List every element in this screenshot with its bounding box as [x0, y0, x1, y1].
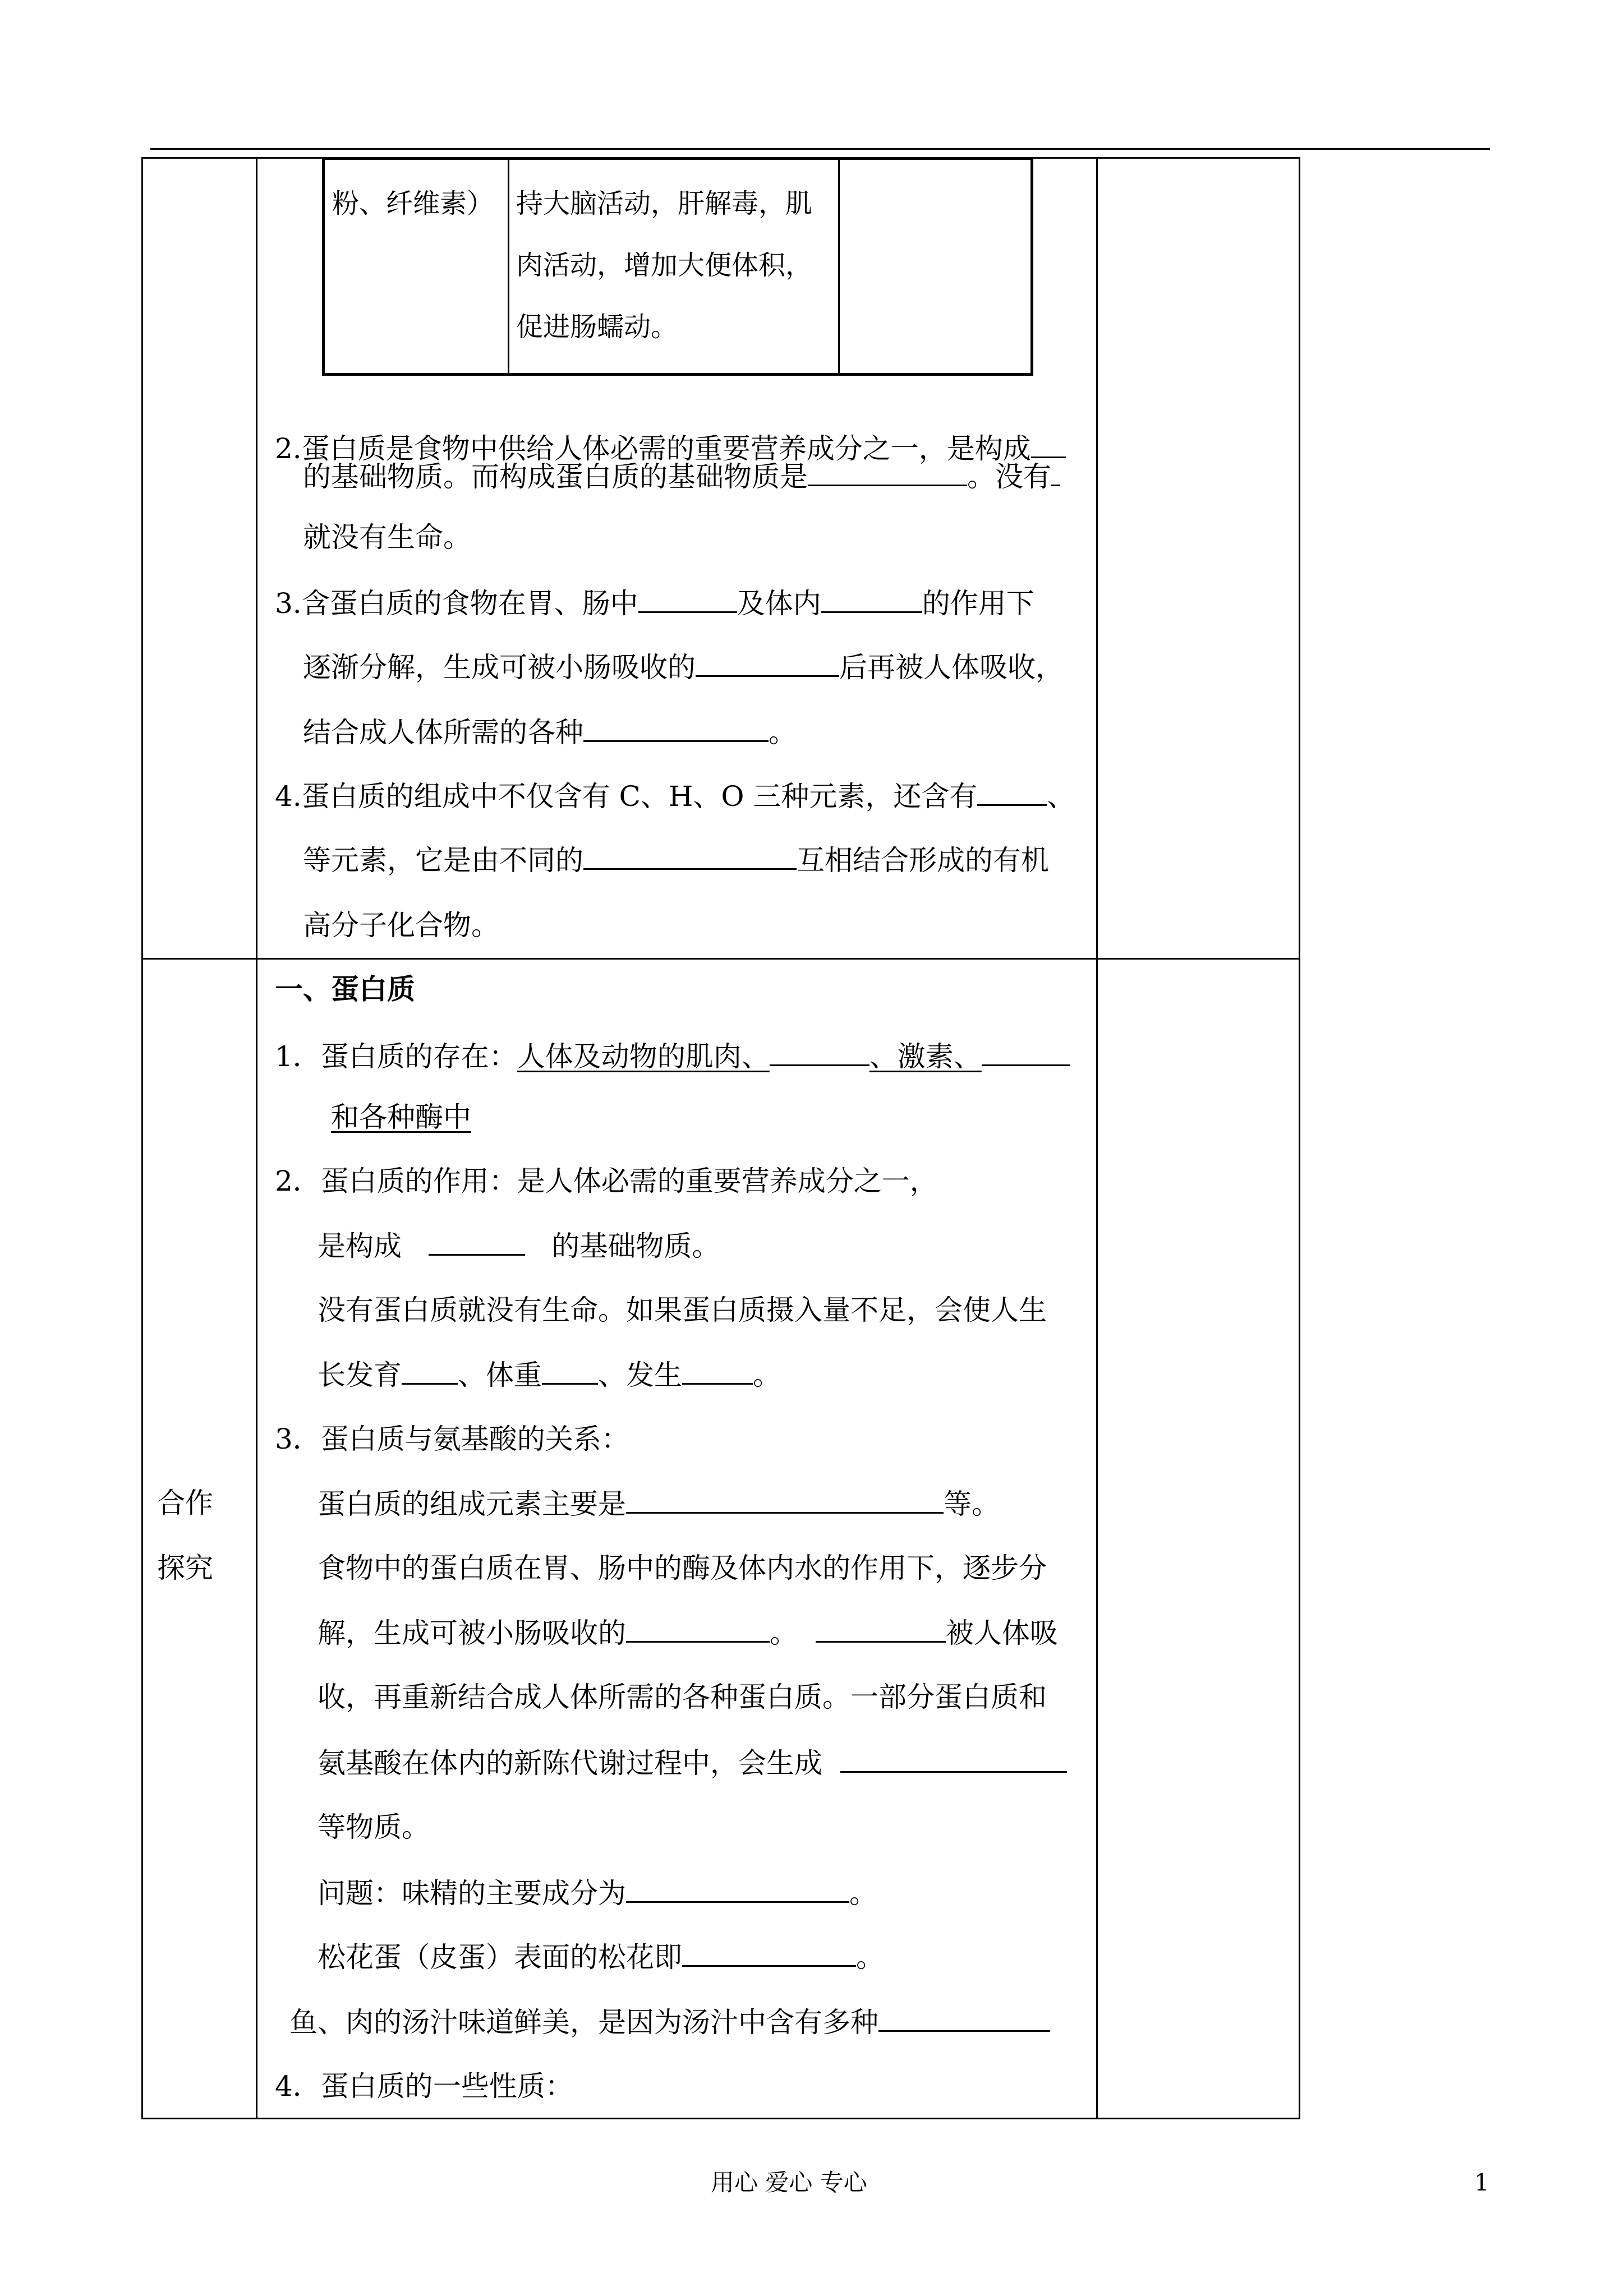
nested-cell-text: 粉、纤维素） — [332, 188, 494, 219]
fill-blank — [1051, 459, 1060, 486]
fill-blank — [638, 585, 737, 613]
preview-q4-line1: 4.蛋白质的组成中不仅含有 C、H、O 三种元素，还含有 、 — [275, 778, 1075, 813]
section-label-line1: 合作 — [157, 1487, 213, 1519]
fill-blank — [626, 1875, 849, 1903]
explore-p3-line2: 蛋白质的组成元素主要是 等。 — [318, 1486, 1000, 1521]
explore-p1-line2: 和各种酶中 — [331, 1101, 471, 1133]
question-line3: 鱼、肉的汤汁味道鲜美，是因为汤汁中含有多种 — [289, 2004, 1050, 2039]
nested-cell-text: 促进肠蠕动。 — [516, 311, 678, 343]
fill-blank — [977, 778, 1047, 806]
explore-p3-line6: 氨基酸在体内的新陈代谢过程中，会生成 — [318, 1745, 1067, 1780]
section-heading: 一、蛋白质 — [275, 972, 415, 1006]
section-label-line2: 探究 — [157, 1552, 213, 1584]
explore-p2-line4: 长发育 、体重 、发生 。 — [318, 1357, 781, 1392]
fill-blank — [1031, 431, 1066, 458]
nested-col-divider-2 — [838, 160, 840, 373]
question-line2: 松花蛋（皮蛋）表面的松花即 。 — [318, 1939, 884, 1974]
table-col-divider-2 — [1096, 157, 1098, 2119]
fill-blank — [402, 1357, 458, 1385]
fill-blank — [682, 1939, 856, 1967]
nested-cell-text: 肉活动，增加大便体积， — [516, 250, 813, 281]
fill-blank — [808, 459, 967, 486]
explore-p4-line1: 4．蛋白质的一些性质： — [275, 2070, 573, 2103]
explore-p2-line1: 2．蛋白质的作用：是人体必需的重要营养成分之一， — [275, 1165, 938, 1197]
fill-blank — [696, 649, 839, 677]
fill-blank — [429, 1228, 525, 1256]
fill-blank — [626, 1615, 770, 1643]
preview-q3-line3: 结合成人体所需的各种 。 — [303, 714, 797, 749]
explore-p3-line4: 解，生成可被小肠吸收的 。 被人体吸 — [318, 1615, 1058, 1650]
question-line1: 问题：味精的主要成分为 。 — [318, 1875, 877, 1910]
explore-p3-line3: 食物中的蛋白质在胃、肠中的酶及体内水的作用下，逐步分 — [318, 1552, 1047, 1584]
nested-col-divider-1 — [508, 160, 509, 373]
fill-blank — [542, 1357, 598, 1385]
fill-blank — [626, 1486, 944, 1514]
preview-q4-line2: 等元素，它是由不同的 互相结合形成的有机 — [303, 842, 1049, 877]
page-number: 1 — [1474, 2169, 1489, 2196]
fill-blank — [816, 1615, 946, 1643]
footer-motto: 用心 爱心 专心 — [711, 2169, 867, 2196]
header-rule — [150, 148, 1490, 150]
preview-q2-line2: 的基础物质。而构成蛋白质的基础物质是 。没有 — [303, 459, 1060, 494]
explore-p3-line5: 收，再重新结合成人体所需的各种蛋白质。一部分蛋白质和 — [318, 1681, 1047, 1713]
fill-blank — [583, 714, 769, 742]
fill-blank — [878, 2004, 1050, 2032]
preview-q2-line1: 2.蛋白质是食物中供给人体必需的重要营养成分之一，是构成 — [275, 431, 1066, 465]
table-row-divider — [141, 958, 1300, 960]
explore-p3-line1: 3．蛋白质与氨基酸的关系： — [275, 1423, 629, 1455]
fill-blank — [982, 1039, 1070, 1066]
preview-q3-line2: 逐渐分解，生成可被小肠吸收的 后再被人体吸收， — [303, 649, 1064, 684]
explore-p2-line2: 是构成 的基础物质。 — [318, 1228, 720, 1263]
fill-blank — [840, 1745, 1067, 1773]
explore-p3-line7: 等物质。 — [318, 1811, 430, 1843]
explore-p2-line3: 没有蛋白质就没有生命。如果蛋白质摄入量不足，会使人生 — [318, 1294, 1047, 1326]
fill-blank — [583, 842, 797, 870]
nested-cell-text: 持大脑活动，肝解毒，肌 — [516, 188, 813, 219]
explore-p1-line1: 1．蛋白质的存在：人体及动物的肌肉、 、激素、 — [275, 1039, 1070, 1073]
fill-blank — [770, 1039, 869, 1066]
fill-blank — [821, 585, 922, 613]
preview-q4-line3: 高分子化合物。 — [303, 909, 499, 942]
preview-q3-line1: 3.含蛋白质的食物在胃、肠中 及体内 的作用下 — [275, 585, 1034, 620]
table-col-divider-1 — [256, 157, 257, 2119]
preview-q2-line3: 就没有生命。 — [303, 521, 471, 554]
fill-blank — [682, 1357, 753, 1385]
